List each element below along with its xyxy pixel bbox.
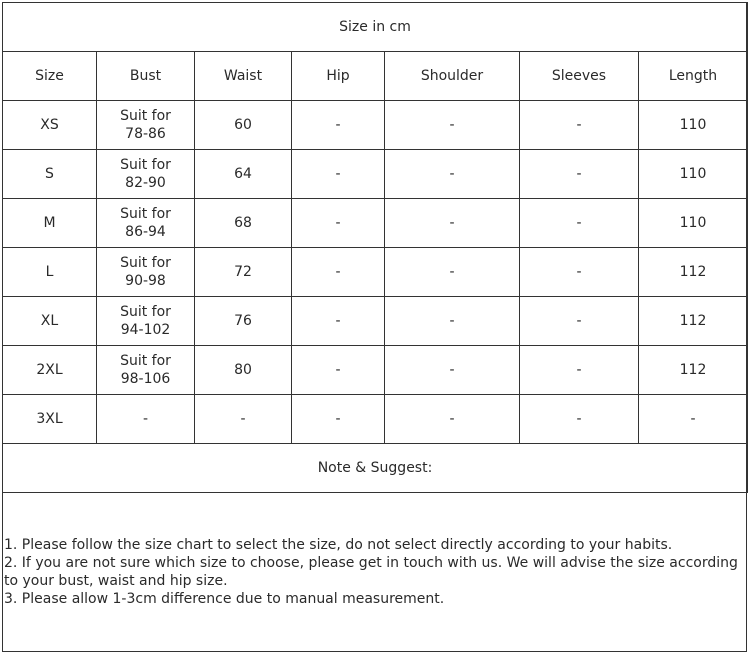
bust-line: 90-98 xyxy=(125,273,166,289)
table-row xyxy=(3,248,748,297)
cell-hip: - xyxy=(292,150,385,199)
cell-size: L xyxy=(3,248,97,297)
bust-line: Suit for xyxy=(120,353,171,369)
table-row xyxy=(3,150,748,199)
header-row xyxy=(3,52,748,101)
header-length: Length xyxy=(639,52,748,101)
cell-waist: 68 xyxy=(195,199,292,248)
table-title: Size in cm xyxy=(3,3,748,52)
cell-bust xyxy=(97,346,195,395)
cell-length: - xyxy=(639,395,748,444)
cell-sleeves: - xyxy=(520,248,639,297)
bust-line: 86-94 xyxy=(125,224,166,240)
cell-sleeves: - xyxy=(520,346,639,395)
cell-bust xyxy=(97,248,195,297)
cell-sleeves: - xyxy=(520,199,639,248)
cell-hip: - xyxy=(292,346,385,395)
size-table xyxy=(2,2,748,493)
cell-size: M xyxy=(3,199,97,248)
cell-sleeves: - xyxy=(520,101,639,150)
cell-sleeves: - xyxy=(520,297,639,346)
note-2: 2. If you are not sure which size to choose, please get in touch with us. We will advise the size according to your bust, waist and hip size. xyxy=(4,555,738,589)
cell-size: 2XL xyxy=(3,346,97,395)
cell-shoulder: - xyxy=(385,395,520,444)
cell-waist: 80 xyxy=(195,346,292,395)
bust-line: Suit for xyxy=(120,108,171,124)
note-title: Note & Suggest: xyxy=(3,444,748,493)
header-hip: Hip xyxy=(292,52,385,101)
cell-shoulder: - xyxy=(385,101,520,150)
table-row xyxy=(3,346,748,395)
bust-line: Suit for xyxy=(120,157,171,173)
cell-size: XS xyxy=(3,101,97,150)
cell-length: 110 xyxy=(639,150,748,199)
cell-sleeves: - xyxy=(520,395,639,444)
header-waist: Waist xyxy=(195,52,292,101)
cell-size: 3XL xyxy=(3,395,97,444)
note-3: 3. Please allow 1-3cm difference due to manual measurement. xyxy=(4,591,445,607)
cell-length: 110 xyxy=(639,199,748,248)
bust-line: 78-86 xyxy=(125,126,166,142)
cell-size: XL xyxy=(3,297,97,346)
bust-line: Suit for xyxy=(120,304,171,320)
cell-waist: 64 xyxy=(195,150,292,199)
cell-size: S xyxy=(3,150,97,199)
cell-length: 112 xyxy=(639,248,748,297)
cell-shoulder: - xyxy=(385,150,520,199)
notes-block xyxy=(4,536,744,608)
bust-line: 82-90 xyxy=(125,175,166,191)
cell-bust xyxy=(97,199,195,248)
header-size: Size xyxy=(3,52,97,101)
note-1: 1. Please follow the size chart to select the size, do not select directly according to your habits. xyxy=(4,537,673,553)
cell-hip: - xyxy=(292,101,385,150)
cell-waist: 60 xyxy=(195,101,292,150)
cell-hip: - xyxy=(292,248,385,297)
bust-line: Suit for xyxy=(120,206,171,222)
cell-waist: - xyxy=(195,395,292,444)
bust-line: 98-106 xyxy=(120,371,171,387)
bust-line: - xyxy=(142,411,149,427)
table-row xyxy=(3,199,748,248)
table-row xyxy=(3,101,748,150)
cell-shoulder: - xyxy=(385,248,520,297)
table-row xyxy=(3,297,748,346)
table-row xyxy=(3,395,748,444)
cell-shoulder: - xyxy=(385,297,520,346)
cell-length: 112 xyxy=(639,297,748,346)
header-sleeves: Sleeves xyxy=(520,52,639,101)
cell-length: 112 xyxy=(639,346,748,395)
bust-line: Suit for xyxy=(120,255,171,271)
cell-bust xyxy=(97,150,195,199)
cell-shoulder: - xyxy=(385,346,520,395)
cell-shoulder: - xyxy=(385,199,520,248)
cell-hip: - xyxy=(292,395,385,444)
bust-line: 94-102 xyxy=(120,322,171,338)
cell-bust xyxy=(97,395,195,444)
cell-length: 110 xyxy=(639,101,748,150)
cell-waist: 76 xyxy=(195,297,292,346)
header-shoulder: Shoulder xyxy=(385,52,520,101)
cell-hip: - xyxy=(292,297,385,346)
cell-waist: 72 xyxy=(195,248,292,297)
cell-sleeves: - xyxy=(520,150,639,199)
cell-bust xyxy=(97,297,195,346)
cell-bust xyxy=(97,101,195,150)
header-bust: Bust xyxy=(97,52,195,101)
cell-hip: - xyxy=(292,199,385,248)
